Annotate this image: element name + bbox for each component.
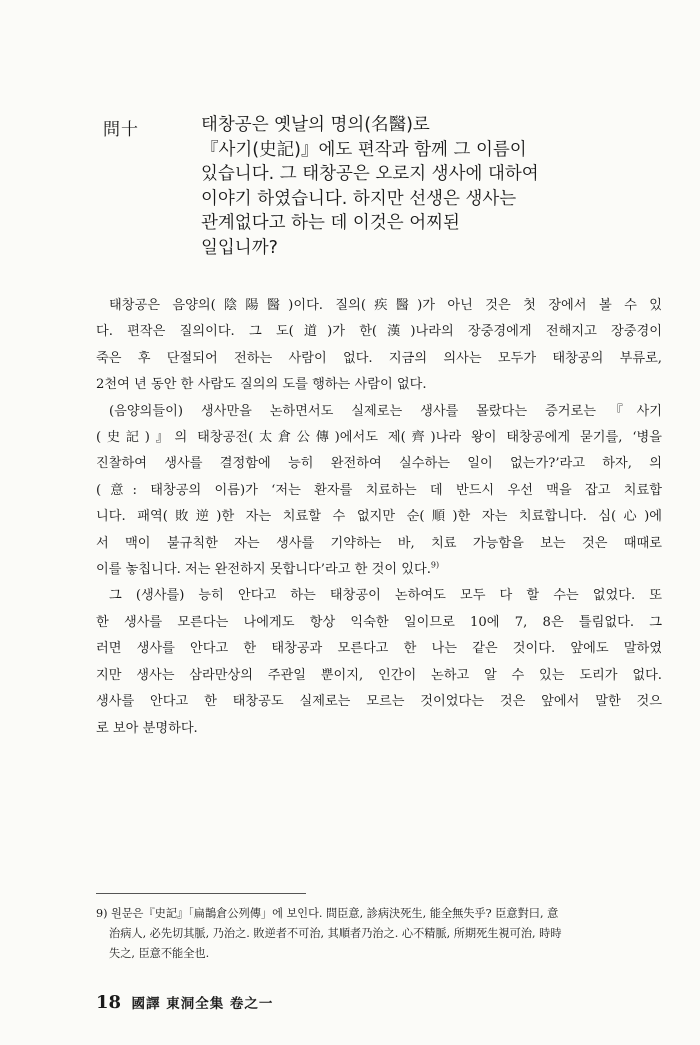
- text-line: 태창공은 음양의(陰陽醫)이다. 질의(疾醫)가 아닌 것은 첫 장에서 볼 수 있: [109, 298, 662, 313]
- text-line: 다. 편작은 질의이다. 그 도(道)가 한(漢)나라의 장중경에게 전해지고 장중경이: [96, 324, 662, 340]
- paragraph-3: [96, 583, 662, 741]
- text-line: 니다. 패역(敗逆)한 자는 치료할 수 없지만 순(順)한 자는 치료합니다. 심(心)에: [96, 509, 662, 525]
- text-line: 그 (생사를) 능히 안다고 하는 태창공이 논하여도 모두 다 할 수는 없었다. 또: [109, 588, 662, 604]
- body-text: [96, 293, 662, 742]
- text-line: 한 생사를 모른다는 나에게도 항상 익숙한 일이므로 10에 7, 8은 틀림없다. 그: [96, 614, 662, 630]
- text-line: (史記)』의 태창공전(太倉公傳)에서도 제(齊)나라 왕이 태창공에게 묻기를, ‘병을: [96, 430, 662, 446]
- text-line: (음양의들이) 생사만을 논하면서도 실제로는 생사를 몰랐다는 증거로는『사기: [109, 403, 662, 419]
- question-line: 일입니까?: [201, 237, 278, 258]
- paragraph-1: [96, 293, 662, 399]
- text-line: 러면 생사를 안다고 한 태창공과 모른다고 한 나는 같은 것이다. 앞에도 말하였: [96, 641, 662, 657]
- question-line: 있습니다. 그 태창공은 오로지 생사에 대하여: [201, 164, 539, 184]
- footnote-line: 失之, 臣意不能全也.: [109, 947, 210, 960]
- text-line: 진찰하여 생사를 결정함에 능히 완전하여 실수하는 일이 없는가?’라고 하자, 의: [96, 456, 662, 472]
- text-line: 로 보아 분명하다.: [96, 720, 198, 736]
- text-line: 지만 생사는 삼라만상의 주관일 뿐이지, 인간이 논하고 알 수 있는 도리가 없다.: [96, 667, 662, 683]
- footnote-divider: [96, 893, 306, 894]
- footnote-line: 治病人, 必先切其脈, 乃治之. 敗逆者不可治, 其順者乃治之. 心不精脈, 所期死生視可治, 時時: [109, 927, 562, 940]
- footnote-line: 9) 원문은『史記』「扁鵲倉公列傳」에 보인다. 問臣意, 診病決死生, 能全無失乎? 臣意對曰, 意: [96, 907, 559, 920]
- footnote: [96, 904, 662, 964]
- text-line: 2천여 년 동안 한 사람도 질의의 도를 행하는 사람이 없다.: [96, 377, 427, 393]
- book-series-title: 國譯 東洞全集 卷之一: [131, 996, 274, 1012]
- paragraph-2: [96, 399, 662, 584]
- text-line: 이를 놓칩니다. 저는 완전하지 못합니다’라고 한 것이 있다.: [96, 562, 431, 578]
- text-line: (意: 태창공의 이름)가 ‘저는 환자를 치료하는 데 반드시 우선 맥을 잡고 치료합: [96, 482, 662, 498]
- question-line: 이야기 하였습니다. 하지만 선생은 생사는: [201, 188, 517, 209]
- text-line: 생사를 안다고 한 태창공도 실제로는 모르는 것이었다는 것은 앞에서 말한 것으: [96, 694, 662, 710]
- question-label: 問十: [103, 120, 139, 140]
- page-number: 18: [96, 992, 122, 1013]
- question-line: 태창공은 옛날의 명의(名醫)로: [201, 115, 430, 135]
- page-footer: [96, 992, 273, 1013]
- question-line: 『사기(史記)』에도 편작과 함께 그 이름이: [201, 139, 527, 160]
- text-line: 서 맥이 불규칙한 자는 생사를 기약하는 바, 치료 가능함을 보는 것은 때때로: [96, 535, 662, 551]
- text-line: 죽은 후 단절되어 전하는 사람이 없다. 지금의 의사는 모두가 태창공의 부류로,: [96, 350, 662, 366]
- question-line: 관계없다고 하는 데 이것은 어찌된: [201, 213, 460, 233]
- question-text: [201, 113, 631, 260]
- text-line-with-footnote: [96, 557, 662, 583]
- footnote-reference[interactable]: 9): [430, 560, 440, 570]
